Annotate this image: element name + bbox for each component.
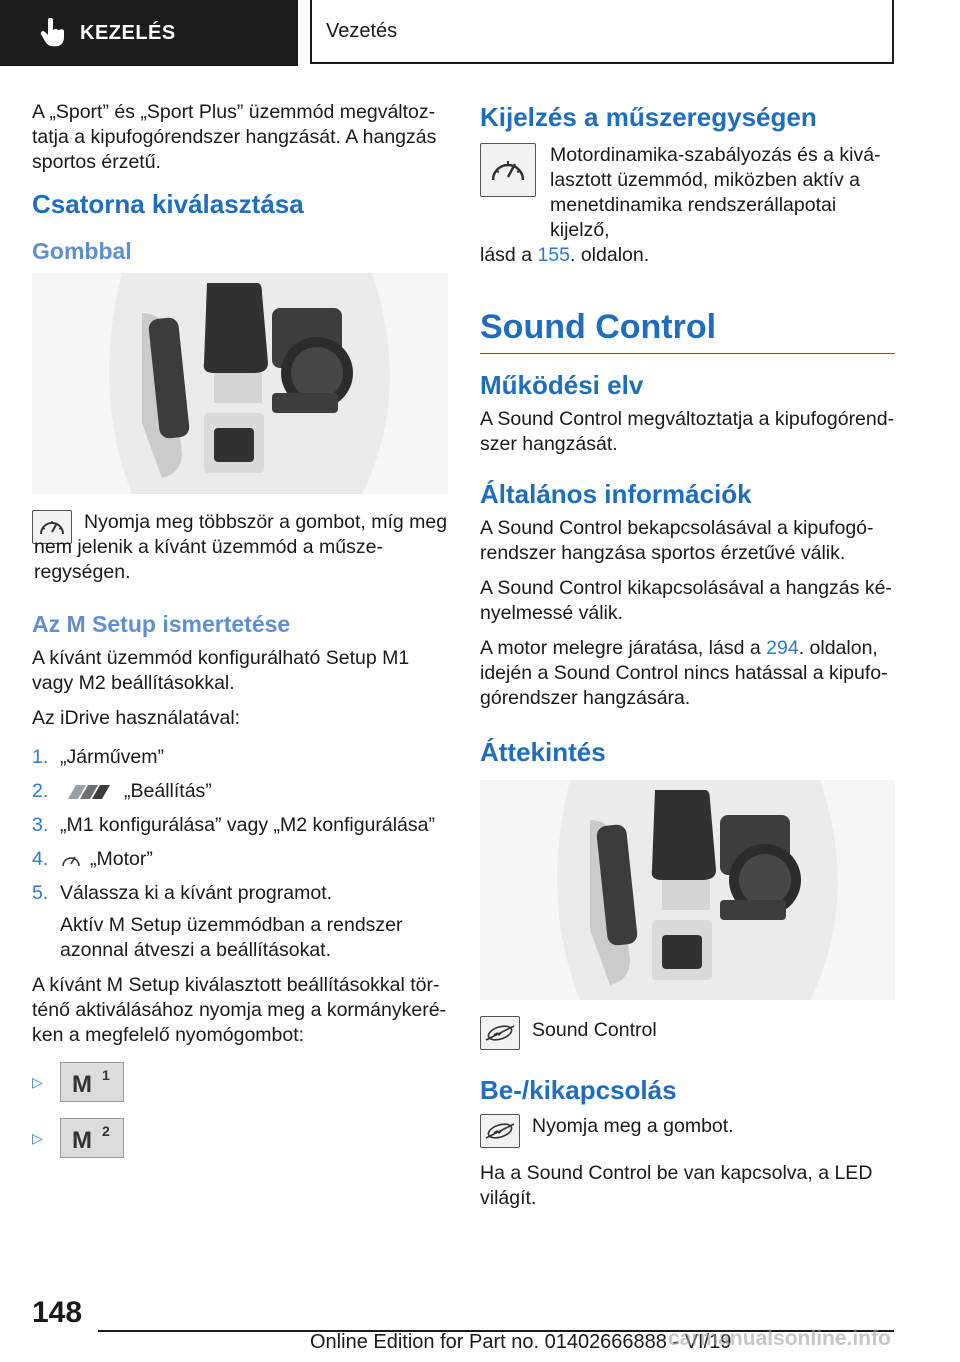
right-column (480, 102, 895, 1221)
heading-channel-selection: Csatorna kiválasztása (32, 189, 304, 219)
gauge-icon (487, 152, 529, 188)
center-console-photo (32, 273, 448, 494)
heading-m-setup: Az M Setup ismertetése (32, 611, 291, 637)
idrive-text: Az iDrive használatával: (32, 707, 241, 729)
section-tab (0, 0, 298, 66)
chapter-tab (310, 0, 894, 64)
heading-sound-control: Sound Control (480, 308, 895, 354)
svg-text:M: M (72, 1071, 92, 1098)
list-item (32, 779, 448, 804)
on-off-instruction (480, 1114, 895, 1149)
overview-console-illustration (480, 780, 895, 1000)
heading-principle: Működési elv (480, 370, 644, 400)
list-item (32, 847, 448, 872)
page-number: 148 (32, 1296, 83, 1329)
heading-general-info: Általános információk (480, 479, 752, 509)
page-link-155[interactable]: 155 (537, 244, 570, 266)
hand-pointer-icon (40, 18, 66, 48)
m2-button-icon (60, 1118, 124, 1158)
step-number: 5. (32, 882, 49, 904)
heading-on-off: Be-/kikapcsolás (480, 1075, 677, 1105)
principle-text: A Sound Control megváltoztatja a kipufogórendszer hangzását. (480, 408, 895, 455)
display-reference (480, 243, 895, 268)
intro-paragraph: A „Sport” és „Sport Plus” üzemmód megváltoztatja a kipufogórendszer hangzását. A hangzás sportos érzetű. (32, 101, 437, 173)
step-text: „Beállítás” (124, 780, 212, 802)
step-number: 4. (32, 848, 49, 870)
chapter-title: Vezetés (326, 19, 398, 42)
step5-note: Aktív M Setup üzemmódban a rendszer azonnal átveszi a beállításokat. (60, 914, 403, 961)
overview-console-photo (480, 780, 895, 1000)
page-header (0, 0, 960, 66)
steps-list (32, 745, 448, 906)
general-text-1: A Sound Control bekapcsolásával a kipufogórendszer hangzása sportos érzetűvé válik. (480, 517, 874, 564)
heading-overview: Áttekintés (480, 737, 606, 767)
warm-up-text (480, 636, 895, 711)
display-text: Motordinamika-szabályozás és a kiválasztott üzemmód, miközben aktív a menetdinamika rendszerállapotai kijelző, (550, 144, 881, 241)
list-item (32, 745, 448, 770)
m1-button-row (32, 1062, 448, 1102)
display-instruction (480, 143, 895, 243)
exhaust-sound-icon (484, 1120, 516, 1142)
general-text-2: A Sound Control kikapcsolásával a hangzás kényelmessé válik. (480, 577, 892, 624)
led-text: Ha a Sound Control be van kapcsolva, a LED világít. (480, 1162, 873, 1209)
m2-button-row (32, 1118, 448, 1158)
warm-prefix: A motor melegre járatása, lásd a (480, 637, 767, 659)
page-link-294[interactable]: 294 (766, 637, 799, 659)
watermark: carmanualsonline.info (668, 1327, 891, 1350)
arrow-icon: ▷ (32, 1129, 43, 1146)
activate-text: A kívánt M Setup kiválasztott beállításokkal történő aktiválásához nyomja meg a kormánykeréken a megfelelő nyomógombot: (32, 974, 447, 1046)
section-title: KEZELÉS (80, 21, 176, 44)
sound-control-label: Sound Control (532, 1019, 657, 1041)
step-number: 2. (32, 780, 49, 802)
gauge-icon (60, 851, 82, 869)
step-text: „Járművem” (60, 746, 165, 768)
setup-text: A kívánt üzemmód konfigurálható Setup M1 vagy M2 beállításokkal. (32, 647, 410, 694)
step-text: „Motor” (90, 848, 153, 870)
m1-button-icon (60, 1062, 124, 1102)
edition-text: Online Edition for Part no. 01402666888 - VI/19 (310, 1331, 732, 1353)
press-text: Nyomja meg többször a gombot, míg meg nem jelenik a kívánt üzemmód a műszeregységen. (34, 511, 448, 583)
step-number: 1. (32, 746, 49, 768)
ref-prefix: lásd a (480, 244, 538, 266)
svg-text:M: M (72, 1127, 92, 1154)
center-console-illustration (32, 273, 448, 494)
exhaust-sound-icon-box (480, 1016, 520, 1050)
m2-sup: 2 (102, 1123, 110, 1139)
warm-suffix: . oldalon, idején a Sound Control nincs hatással a kipufogórendszer hangzására. (480, 637, 888, 709)
ref-suffix: . oldalon. (570, 244, 650, 266)
gauge-icon-box (480, 143, 536, 197)
m-stripes-icon (60, 783, 116, 801)
press-instruction (32, 510, 448, 595)
arrow-icon: ▷ (32, 1073, 43, 1090)
step-number: 3. (32, 814, 49, 836)
list-item (32, 813, 448, 838)
heading-display: Kijelzés a műszeregységen (480, 102, 817, 132)
heading-with-button: Gombbal (32, 238, 132, 264)
exhaust-sound-icon (484, 1022, 516, 1044)
press-button-text: Nyomja meg a gombot. (532, 1115, 734, 1137)
left-column (32, 100, 448, 1174)
exhaust-sound-icon-box (480, 1114, 520, 1148)
m1-sup: 1 (102, 1067, 110, 1083)
list-item (32, 881, 448, 906)
step-text: „M1 konfigurálása” vagy „M2 konfigurálása” (60, 814, 435, 836)
sound-control-legend (480, 1016, 895, 1053)
step-text: Válassza ki a kívánt programot. (60, 882, 333, 904)
